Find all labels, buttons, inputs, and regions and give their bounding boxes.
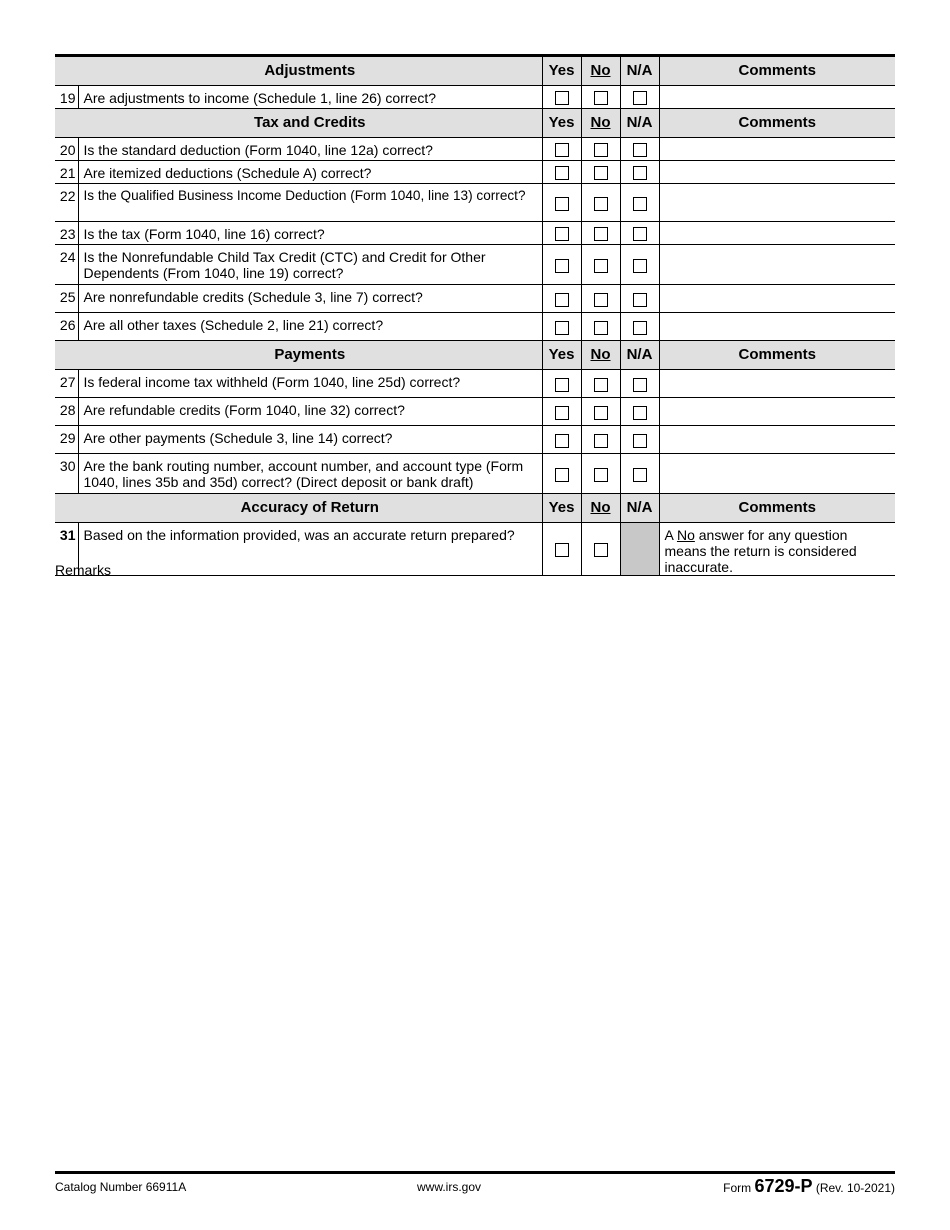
question-row-19: [55, 86, 895, 109]
question-text: Are refundable credits (Form 1040, line 32) correct?: [78, 398, 542, 426]
comments-field[interactable]: [659, 138, 895, 161]
comments-field[interactable]: [659, 313, 895, 341]
comments-column-header: Comments: [659, 341, 895, 370]
line-number: 19: [55, 86, 78, 109]
yes-column-header: Yes: [542, 341, 581, 370]
yes-checkbox[interactable]: [555, 378, 569, 392]
website-link[interactable]: www.irs.gov: [417, 1180, 482, 1194]
question-row-27: [55, 370, 895, 398]
question-row-21: [55, 161, 895, 184]
line-number: 29: [55, 426, 78, 454]
line-number: 28: [55, 398, 78, 426]
na-column-header: N/A: [620, 109, 659, 138]
no-checkbox[interactable]: [594, 91, 608, 105]
line-number: 21: [55, 161, 78, 184]
yes-checkbox[interactable]: [555, 166, 569, 180]
no-checkbox[interactable]: [594, 143, 608, 157]
section-header-tax-credits: [55, 109, 895, 138]
page-footer: [55, 1176, 895, 1200]
comments-column-header: Comments: [659, 56, 895, 86]
na-checkbox[interactable]: [633, 293, 647, 307]
yes-column-header: Yes: [542, 56, 581, 86]
yes-column-header: Yes: [542, 494, 581, 523]
footer-divider: [55, 1171, 895, 1174]
section-title: Adjustments: [78, 56, 542, 86]
question-text: Is the tax (Form 1040, line 16) correct?: [78, 222, 542, 245]
revision: (Rev. 10-2021): [815, 1181, 895, 1195]
comments-field[interactable]: [659, 454, 895, 494]
question-text: Is the standard deduction (Form 1040, line 12a) correct?: [78, 138, 542, 161]
no-column-header: No: [581, 341, 620, 370]
no-checkbox[interactable]: [594, 259, 608, 273]
checklist-form: [55, 54, 895, 576]
na-checkbox[interactable]: [633, 434, 647, 448]
yes-checkbox[interactable]: [555, 91, 569, 105]
yes-checkbox[interactable]: [555, 434, 569, 448]
form-number: 6729-P: [754, 1176, 813, 1196]
comments-column-header: Comments: [659, 494, 895, 523]
question-text: Are nonrefundable credits (Schedule 3, line 7) correct?: [78, 285, 542, 313]
comments-field[interactable]: [659, 370, 895, 398]
comments-field[interactable]: [659, 222, 895, 245]
no-column-header: No: [581, 56, 620, 86]
no-emphasis: No: [676, 527, 695, 543]
no-checkbox[interactable]: [594, 543, 608, 557]
yes-checkbox[interactable]: [555, 259, 569, 273]
no-checkbox[interactable]: [594, 197, 608, 211]
line-number: 22: [55, 184, 78, 222]
na-checkbox[interactable]: [633, 197, 647, 211]
question-row-28: [55, 398, 895, 426]
yes-column-header: Yes: [542, 109, 581, 138]
form-id: Form 6729-P (Rev. 10-2021): [723, 1176, 895, 1196]
na-column-header: N/A: [620, 341, 659, 370]
yes-checkbox[interactable]: [555, 543, 569, 557]
question-text: Are adjustments to income (Schedule 1, line 26) correct?: [78, 86, 542, 109]
na-column-header: N/A: [620, 494, 659, 523]
checklist-table: [55, 54, 895, 576]
section-header-adjustments: [55, 56, 895, 86]
na-checkbox[interactable]: [633, 227, 647, 241]
question-text: Are other payments (Schedule 3, line 14) correct?: [78, 426, 542, 454]
no-column-header: No: [581, 109, 620, 138]
line-number: 27: [55, 370, 78, 398]
question-text: Are the bank routing number, account number, and account type (Form 1040, lines 35b and 35d) correct? (Direct deposit or bank draft): [78, 454, 542, 494]
question-text: Is the Nonrefundable Child Tax Credit (CTC) and Credit for Other Dependents (From 1040, line 19) correct?: [78, 245, 542, 285]
question-row-26: [55, 313, 895, 341]
na-column-header: N/A: [620, 56, 659, 86]
no-checkbox[interactable]: [594, 468, 608, 482]
comments-field[interactable]: [659, 398, 895, 426]
na-checkbox[interactable]: [633, 468, 647, 482]
line-number: 24: [55, 245, 78, 285]
question-text: Are itemized deductions (Schedule A) correct?: [78, 161, 542, 184]
line-number: 23: [55, 222, 78, 245]
line-number: 31: [55, 523, 78, 576]
line-number: 30: [55, 454, 78, 494]
question-row-30: [55, 454, 895, 494]
catalog-number: Catalog Number 66911A: [55, 1180, 187, 1194]
no-checkbox[interactable]: [594, 227, 608, 241]
comments-column-header: Comments: [659, 109, 895, 138]
question-row-22: [55, 184, 895, 222]
no-checkbox[interactable]: [594, 166, 608, 180]
na-shaded-cell: [620, 523, 659, 576]
na-checkbox[interactable]: [633, 166, 647, 180]
yes-checkbox[interactable]: [555, 197, 569, 211]
no-checkbox[interactable]: [594, 293, 608, 307]
section-title: Payments: [78, 341, 542, 370]
line-number: 26: [55, 313, 78, 341]
question-row-31: [55, 523, 895, 576]
section-header-accuracy: [55, 494, 895, 523]
line-number: 20: [55, 138, 78, 161]
question-text: Based on the information provided, was an accurate return prepared?: [78, 523, 542, 576]
yes-checkbox[interactable]: [555, 293, 569, 307]
comments-field[interactable]: [659, 285, 895, 313]
question-row-25: [55, 285, 895, 313]
comments-field[interactable]: [659, 184, 895, 222]
na-checkbox[interactable]: [633, 259, 647, 273]
comments-field[interactable]: [659, 426, 895, 454]
question-row-23: [55, 222, 895, 245]
section-title: Tax and Credits: [78, 109, 542, 138]
no-checkbox[interactable]: [594, 406, 608, 420]
no-column-header: No: [581, 494, 620, 523]
yes-checkbox[interactable]: [555, 468, 569, 482]
yes-checkbox[interactable]: [555, 406, 569, 420]
yes-checkbox[interactable]: [555, 321, 569, 335]
na-checkbox[interactable]: [633, 91, 647, 105]
question-text: Is federal income tax withheld (Form 1040, line 25d) correct?: [78, 370, 542, 398]
question-text: Are all other taxes (Schedule 2, line 21) correct?: [78, 313, 542, 341]
na-checkbox[interactable]: [633, 406, 647, 420]
yes-checkbox[interactable]: [555, 227, 569, 241]
section-title: Accuracy of Return: [78, 494, 542, 523]
remarks-label: Remarks: [55, 562, 112, 578]
comments-field[interactable]: [659, 245, 895, 285]
section-header-payments: [55, 341, 895, 370]
comments-note: A No answer for any question means the return is considered inaccurate.: [659, 523, 895, 576]
yes-checkbox[interactable]: [555, 143, 569, 157]
no-checkbox[interactable]: [594, 321, 608, 335]
no-checkbox[interactable]: [594, 434, 608, 448]
na-checkbox[interactable]: [633, 143, 647, 157]
na-checkbox[interactable]: [633, 378, 647, 392]
question-text: Is the Qualified Business Income Deduction (Form 1040, line 13) correct?: [78, 184, 542, 222]
question-row-20: [55, 138, 895, 161]
line-number: 25: [55, 285, 78, 313]
comments-field[interactable]: [659, 161, 895, 184]
no-checkbox[interactable]: [594, 378, 608, 392]
na-checkbox[interactable]: [633, 321, 647, 335]
comments-field[interactable]: [659, 86, 895, 109]
question-row-24: [55, 245, 895, 285]
question-row-29: [55, 426, 895, 454]
